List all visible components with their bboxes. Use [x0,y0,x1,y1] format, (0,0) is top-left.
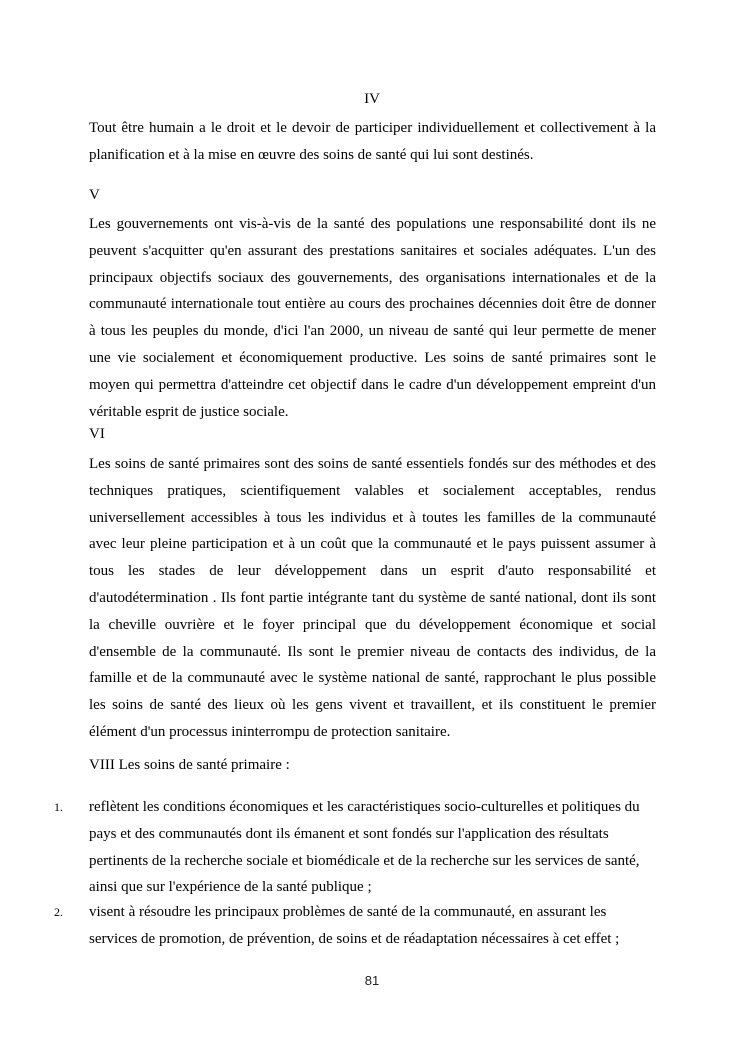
list-item-text: visent à résoudre les principaux problèmes de santé de la communauté, en assurant les services de promotion, de prévention, de soins et de réadaptation nécessaires à cet effet ; [89,904,620,947]
section-vi-heading: VI [89,426,105,442]
section-iv-heading: IV [364,91,380,107]
page-number: 81 [364,973,380,988]
section-v-paragraph: Les gouvernements ont vis-à-vis de la santé des populations une responsabilité dont ils ne peuvent s'acquitter qu'en assurant des prestations sanitaires et sociales adéquates. L'un des principaux objectifs sociaux des gouvernements, des organisations internationales et de la communauté internationale tout entière au cours des prochaines décennies doit être de donner à tous les peuples du monde, d'ici l'an 2000, un niveau de santé qui leur permette de mener une vie socialement et économiquement productive. Les soins de santé primaires sont le moyen qui permettra d'atteindre cet objectif dans le cadre d'un développement empreint d'un véritable esprit de justice sociale. [89,216,656,420]
section-vi-paragraph: Les soins de santé primaires sont des soins de santé essentiels fondés sur des méthodes et des techniques pratiques, scientifiquement valables et socialement acceptables, rendus universellement accessibles à tous les individus et à toutes les familles de la communauté avec leur pleine participation et à un coût que la communauté et le pays puissent assumer à tous les stades de leur développement dans un esprit d'auto responsabilité et d'autodétermination . Ils font partie intégrante tant du système de santé national, dont ils sont la cheville ouvrière et le foyer principal que du développement économique et social d'ensemble de la communauté. Ils sont le premier niveau de contacts des individus, de la famille et de la communauté avec le système national de santé, rapprochant le plus possible les soins de santé des lieux où les gens vivent et travaillent, et ils constituent le premier élément d'un processus ininterrompu de protection sanitaire. [89,456,656,740]
list-item-text: reflètent les conditions économiques et les caractéristiques socio-culturelles et politiques du pays et des communautés dont ils émanent et sont fondés sur l'application des résultats pertinents de la recherche sociale et biomédicale et de la recherche sur les services de santé, ainsi que sur l'expérience de la santé publique ; [89,799,640,896]
section-v-heading: V [89,187,100,203]
section-iv-paragraph: Tout être humain a le droit et le devoir de participer individuellement et collectivement à la planification et à la mise en œuvre des soins de santé qui lui sont destinés. [89,120,656,163]
list-item-number: 1. [54,800,63,814]
list-item-number: 2. [54,905,63,919]
section-viii-heading: VIII Les soins de santé primaire : [89,757,290,773]
